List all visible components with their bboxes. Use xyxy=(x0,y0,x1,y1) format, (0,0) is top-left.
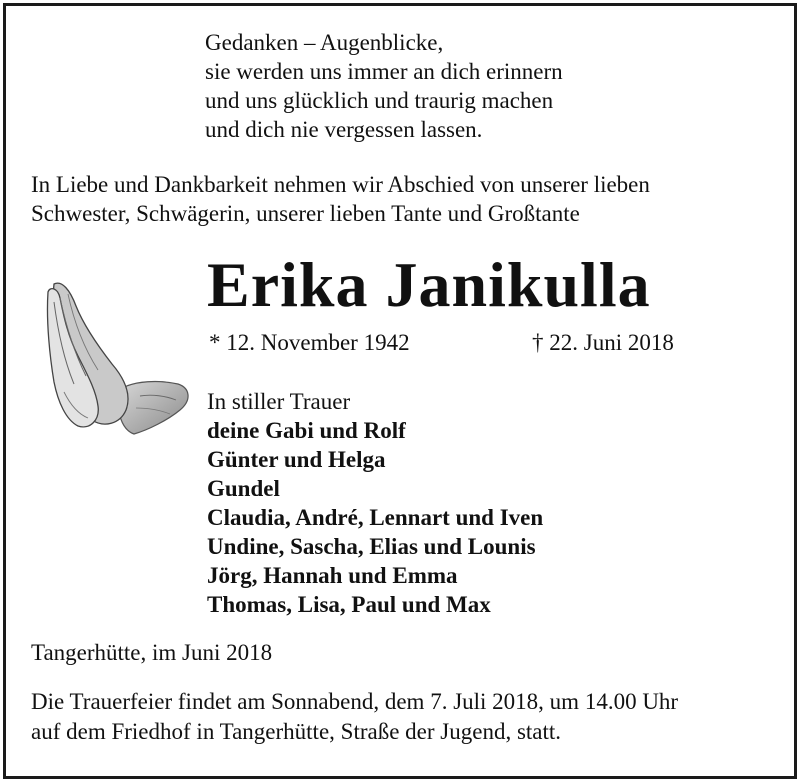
mourner-line: Gundel xyxy=(207,476,280,501)
place-date: Tangerhütte, im Juni 2018 xyxy=(31,640,273,665)
mourners-list xyxy=(207,387,543,619)
mourner-line: Thomas, Lisa, Paul und Max xyxy=(207,592,491,617)
death-date: † 22. Juni 2018 xyxy=(532,330,674,355)
mourning-heading: In stiller Trauer xyxy=(207,389,351,414)
intro-line: Schwester, Schwägerin, unserer lieben Tante und Großtante xyxy=(31,201,580,226)
poem xyxy=(205,28,563,144)
mourner-line: deine Gabi und Rolf xyxy=(207,418,406,443)
mourner-line: Günter und Helga xyxy=(207,447,386,472)
mourner-line: Undine, Sascha, Elias und Lounis xyxy=(207,534,536,559)
poem-line: und dich nie vergessen lassen. xyxy=(205,117,483,142)
funeral-line: Die Trauerfeier findet am Sonnabend, dem 7. Juli 2018, um 14.00 Uhr xyxy=(31,689,679,714)
poem-line: sie werden uns immer an dich erinnern xyxy=(205,59,563,84)
funeral-info xyxy=(31,687,678,747)
intro-text xyxy=(31,170,650,228)
intro-line: In Liebe und Dankbarkeit nehmen wir Abschied von unserer lieben xyxy=(31,172,650,197)
mourner-line: Jörg, Hannah und Emma xyxy=(207,563,458,588)
mourner-line: Claudia, André, Lennart und Iven xyxy=(207,505,544,530)
funeral-line: auf dem Friedhof in Tangerhütte, Straße der Jugend, statt. xyxy=(31,719,562,744)
poem-line: und uns glücklich und traurig machen xyxy=(205,88,554,113)
deceased-name: Erika Janikulla xyxy=(207,249,651,320)
poem-line: Gedanken – Augenblicke, xyxy=(205,30,444,55)
praying-hands-icon xyxy=(40,272,195,442)
birth-date: * 12. November 1942 xyxy=(209,330,410,355)
